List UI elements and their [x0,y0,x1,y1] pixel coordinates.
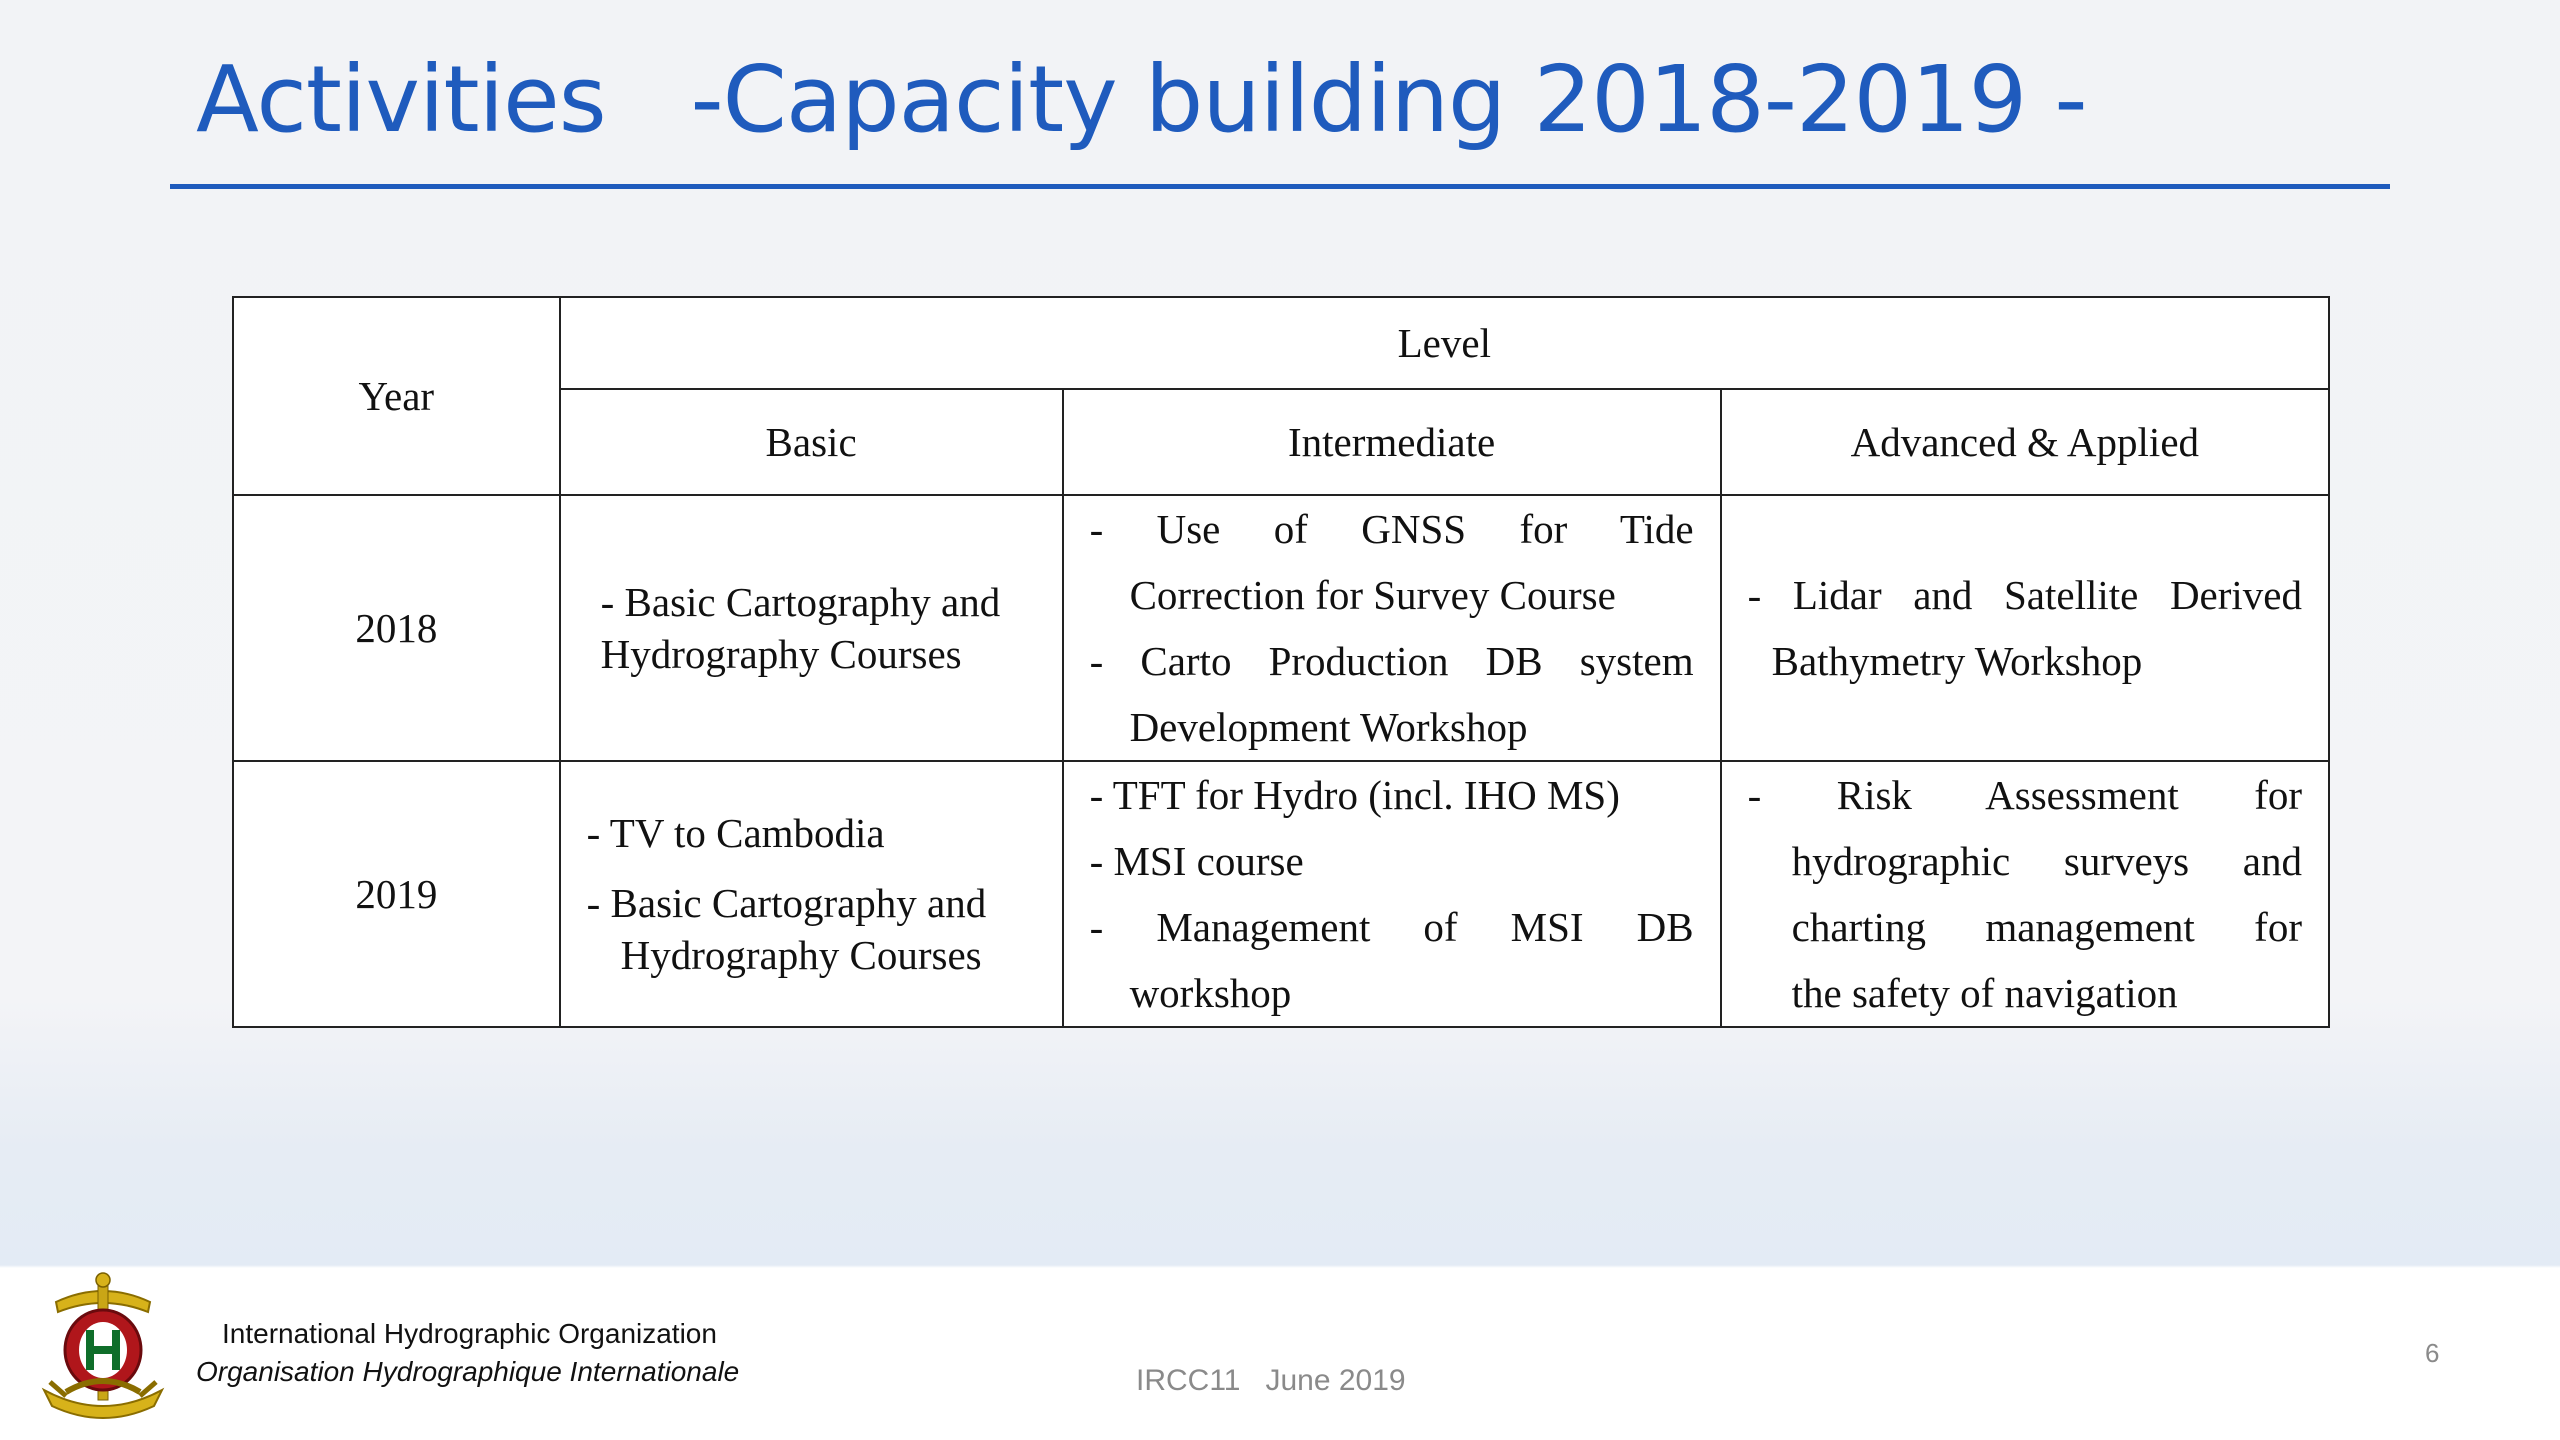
basic-line: - Basic Cartography and [600,579,1001,625]
year-header: Year [233,297,560,495]
basic-line: Hydrography Courses [620,932,982,978]
meeting-date: IRCC11 June 2019 [1136,1364,1406,1397]
basic-cell [560,495,1063,761]
advanced-line: hydrographic surveys and [1791,838,2302,884]
advanced-line: Bathymetry Workshop [1771,638,2143,684]
advanced-line: the safety of navigation [1791,970,2178,1016]
level-basic-header: Basic [560,389,1063,495]
level-intermediate-header: Intermediate [1063,389,1721,495]
iho-emblem-icon [36,1272,170,1428]
advanced-cell [1721,761,2329,1027]
intermediate-cell [1063,761,1721,1027]
intermediate-line: Development Workshop [1129,704,1528,750]
level-advanced-header: Advanced & Applied [1721,389,2329,495]
intermediate-line: Correction for Survey Course [1129,572,1616,618]
basic-line: - TV to Cambodia [586,810,885,856]
basic-cell [560,761,1063,1027]
level-header: Level [560,297,2329,389]
title-underline [170,184,2390,189]
intermediate-line: - Management of MSI DB [1089,904,1694,950]
organization-name-en: International Hydrographic Organization [222,1318,717,1349]
intermediate-line: - MSI course [1089,838,1304,884]
slide-title: Activities -Capacity building 2018-2019 - [196,46,2087,153]
advanced-line: - Lidar and Satellite Derived [1747,572,2302,618]
advanced-line: - Risk Assessment for [1747,772,2302,818]
intermediate-line: - Carto Production DB system [1089,638,1694,684]
table-row [233,495,2329,761]
year-cell: 2018 [233,495,560,761]
year-cell: 2019 [233,761,560,1027]
intermediate-line: workshop [1129,970,1292,1016]
table-row [233,761,2329,1027]
basic-line: - Basic Cartography and [586,880,987,926]
intermediate-line: - Use of GNSS for Tide [1089,506,1694,552]
basic-line: Hydrography Courses [600,631,962,677]
organization-name-fr: Organisation Hydrographique Internationale [196,1356,740,1387]
intermediate-cell [1063,495,1721,761]
capacity-building-table [232,296,2330,1028]
intermediate-line: - TFT for Hydro (incl. IHO MS) [1089,772,1620,818]
advanced-line: charting management for [1791,904,2302,950]
page-number: 6 [2425,1338,2440,1368]
advanced-cell [1721,495,2329,761]
